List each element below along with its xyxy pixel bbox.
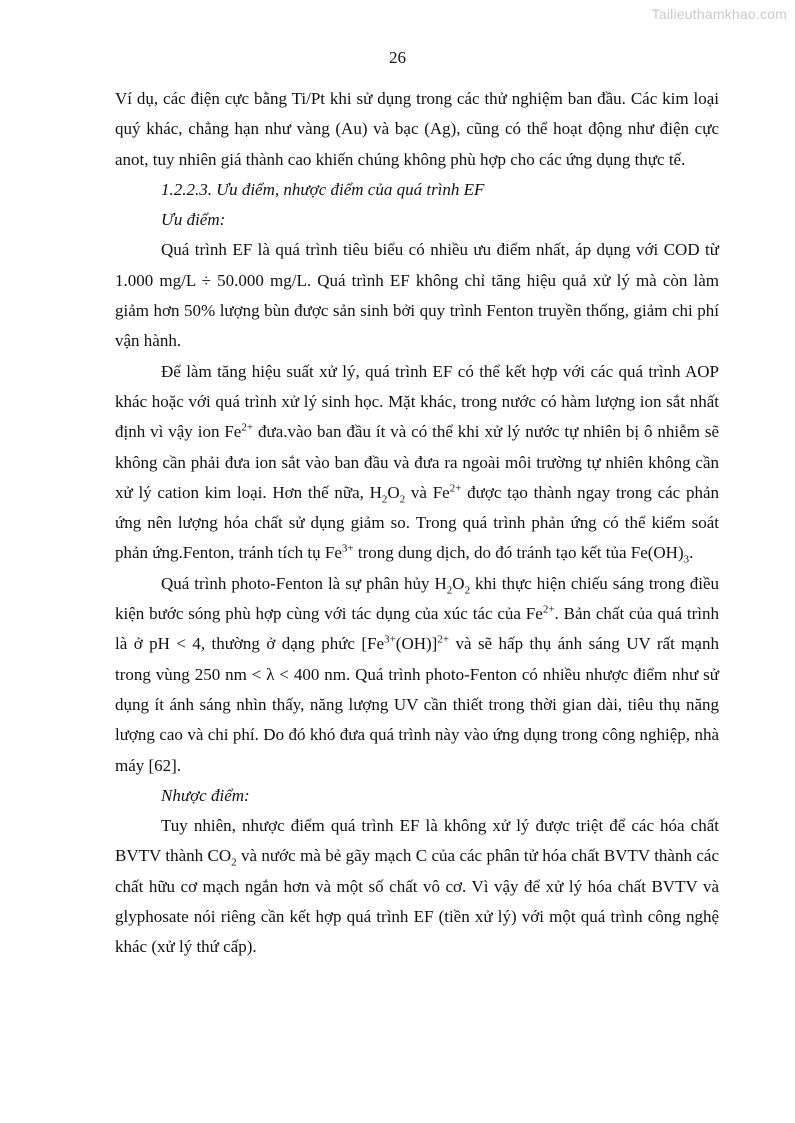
page-number: 26: [389, 48, 406, 67]
paragraph-advantages-2: Để làm tăng hiệu suất xử lý, quá trình EF có thể kết hợp với các quá trình AOP khác hoặc với quá trình xử lý sinh học. Mặt khác, trong nước có hàm lượng ion sắt nhất định vì vậy ion $Fe^{2+}$ đưa.vào ban đầu ít và có thể khi xử lý nước tự nhiên bị ô nhiễm sẽ không cần phải đưa ion sắt vào ban đầu và đưa ra ngoài môi trường tự nhiên không cần xử lý cation kim loại. Hơn thế nữa, $H_2O_2$ và $Fe^{2+}$ được tạo thành ngay trong các phản ứng nên lượng hóa chất sử dụng giảm so. Trong quá trình phản ứng có thể kiểm soát phản ứng.Fenton, tránh tích tụ $Fe^{3+}$ trong dung dịch, do đó tránh tạo kết tủa $Fe(OH)_3$.: [115, 361, 720, 566]
section-heading: 1.2.2.3. Ưu điểm, nhược điểm của quá trình EF: [161, 179, 485, 199]
paragraph-intro: Ví dụ, các điện cực bằng Ti/Pt khi sử dụng trong các thử nghiệm ban đầu. Các kim loại quý khác, chẳng hạn như vàng (Au) và bạc (Ag), cũng có thể hoạt động như điện cực anot, tuy nhiên giá thành cao khiến chúng không phù hợp cho các ứng dụng thực tế.: [115, 89, 719, 169]
watermark: Tailieuthamkhao.com: [651, 6, 787, 22]
disadvantages-heading: Nhược điểm:: [161, 785, 250, 805]
document-body: [115, 84, 719, 963]
paragraph-photo-fenton: Quá trình photo-Fenton là sự phân hủy $H_2O_2$ khi thực hiện chiếu sáng trong điều kiện bước sóng phù hợp cùng với tác dụng của xúc tác của $Fe^{2+}$. Bản chất của quá trình là ở pH < 4, thường ở dạng phức $[Fe^{3+}(OH)]^{2+}$ và sẽ hấp thụ ánh sáng UV rất mạnh trong vùng 250 nm < λ < 400 nm. Quá trình photo-Fenton có nhiều nhược điểm như sử dụng ít ánh sáng nhìn thấy, năng lượng UV cần thiết trong thời gian dài, tiêu thụ năng lượng cao và chi phí. Do đó khó đưa quá trình này vào ứng dụng trong công nghiệp, nhà máy [62].: [115, 573, 719, 775]
advantages-heading: Ưu điểm:: [161, 210, 226, 230]
paragraph-advantages-1: Quá trình EF là quá trình tiêu biểu có nhiều ưu điểm nhất, áp dụng với COD từ 1.000 mg/L ÷ 50.000 mg/L. Quá trình EF không chỉ tăng hiệu quả xử lý mà còn làm giảm hơn 50% lượng bùn được sản sinh bởi quy trình Fenton truyền thống, giảm chi phí vận hành.: [115, 240, 719, 351]
paragraph-disadvantages: Tuy nhiên, nhược điểm quá trình EF là không xử lý được triệt để các hóa chất BVTV thành $CO_2$ và nước mà bẻ gãy mạch C của các phân tử hóa chất BVTV thành các chất hữu cơ mạch ngắn hơn và một số chất vô cơ. Vì vậy để xử lý hóa chất BVTV và glyphosate nói riêng cần kết hợp quá trình EF (tiền xử lý) với một quá trình công nghệ khác (xử lý thứ cấp).: [115, 816, 719, 957]
